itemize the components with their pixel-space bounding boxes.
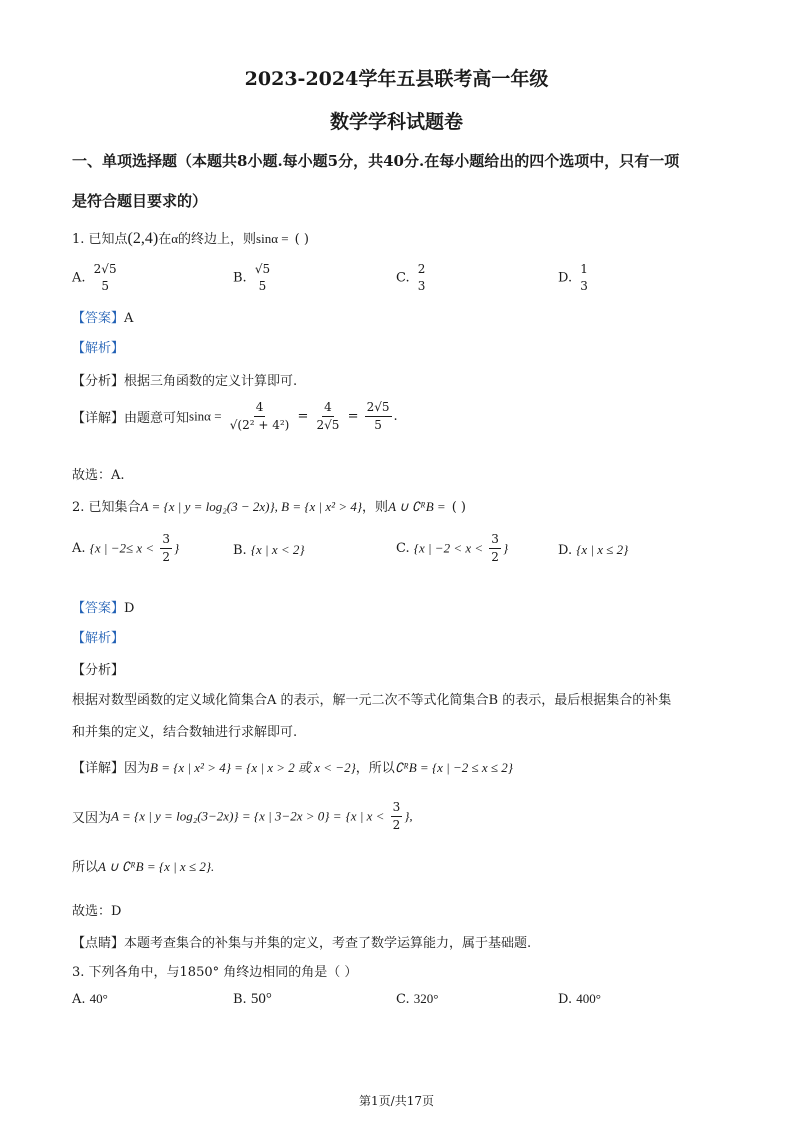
option-label: D.	[558, 992, 573, 1007]
q2-detail	[72, 757, 513, 776]
q2-stem-text-b: ，则	[362, 500, 389, 515]
q2-blank: ( )	[451, 500, 466, 515]
section-heading-line2: 是符合题目要求的）	[72, 192, 208, 210]
q1-a-denominator: 5	[101, 279, 109, 293]
again-left: {x | x <	[345, 808, 385, 824]
question-1-stem	[72, 228, 309, 248]
q2-again	[72, 800, 413, 833]
answer-tag: 【答案】	[72, 601, 125, 616]
q2-c-right: }	[502, 540, 509, 556]
q2-stem-text: 2. 已知集合	[72, 500, 141, 515]
q3-b-value: 50°	[250, 991, 272, 1007]
so-text: 所以	[72, 860, 99, 875]
q2-option-b	[233, 542, 305, 558]
q3-d-value: 400°	[576, 991, 601, 1006]
q1-option-a	[72, 262, 121, 294]
option-label: A.	[72, 992, 86, 1007]
q2-option-a	[72, 532, 179, 565]
q1-b-denominator: 5	[258, 279, 267, 293]
detail-frac1-num: 4	[254, 400, 266, 417]
q1-a-numerator: 2√5	[93, 262, 117, 276]
q3-c-value: 320°	[413, 991, 439, 1006]
q3-option-c	[396, 991, 438, 1007]
q2-so	[72, 856, 214, 875]
question-2-stem	[72, 496, 466, 515]
equals-sign: =	[297, 409, 309, 424]
q3-a-value: 40°	[89, 991, 108, 1006]
q2-b-value: {x | x < 2}	[250, 542, 305, 557]
question-3-stem: 3. 下列各角中，与1850° 角终边相同的角是（ ）	[72, 965, 358, 980]
q1-stem-text-b: 在	[158, 232, 172, 247]
detail-text-c: ，所以	[355, 761, 395, 776]
answer-value: A	[124, 311, 134, 326]
page-title: 2023-2024学年五县联考高一年级	[244, 68, 549, 90]
option-label: A.	[72, 541, 86, 556]
q1-answer	[72, 307, 133, 326]
q1-fenxi: 【分析】根据三角函数的定义计算即可.	[72, 374, 298, 389]
option-label: C.	[396, 992, 410, 1007]
q3-option-a	[72, 991, 108, 1007]
q1-d-numerator: 1	[580, 262, 588, 276]
q2-a-left: {x | −2	[89, 540, 126, 556]
so-expr: A ∪ ∁ᴿB = {x | x ≤ 2}.	[98, 859, 215, 874]
detail-text: 【详解】由题意可知	[72, 411, 190, 426]
detail-expr: sinα =	[189, 408, 222, 424]
page-number: 第1页/共17页	[359, 1094, 434, 1108]
again-text: 又因为	[72, 811, 112, 826]
option-label: D.	[558, 270, 573, 286]
detail-frac2-num: 4	[322, 400, 334, 417]
detail-frac3-num: 2√5	[365, 400, 392, 417]
option-label: D.	[558, 543, 573, 558]
detail-text: 【详解】因为	[72, 761, 151, 776]
again-right: },	[404, 808, 413, 824]
q2-c-num: 3	[489, 532, 501, 549]
q2-a-den: 2	[162, 550, 170, 564]
option-label: B.	[233, 270, 247, 286]
option-label: C.	[396, 541, 410, 556]
q2-c-left: {x | −2 < x <	[413, 540, 484, 556]
page-subtitle: 数学学科试题卷	[329, 111, 463, 133]
q1-d-denominator: 3	[580, 279, 588, 293]
q1-b-numerator: √5	[254, 262, 271, 276]
q2-a-num: 3	[160, 532, 172, 549]
q2-expr: A ∪ ∁ᴿB =	[388, 499, 446, 514]
q2-sets: A = {x | y = log₂(3 − 2x)}, B = {x | x² > 4}	[140, 499, 363, 514]
q1-c-denominator: 3	[417, 279, 426, 293]
equals-sign: =	[347, 409, 359, 424]
q3-option-b	[233, 991, 272, 1008]
detail-set-b: B = {x | x² > 4} = {x | x > 2 或 x < −2}	[150, 760, 356, 775]
q1-choose: 故选：A.	[72, 468, 125, 483]
q1-stem-text: 1. 已知点	[72, 232, 128, 247]
q2-a-right: }	[173, 540, 180, 556]
q2-fenxi-line1: 根据对数型函数的定义域化简集合A 的表示，解一元二次不等式化简集合B 的表示，最后根据集合的补集	[72, 693, 672, 708]
q2-answer	[72, 597, 134, 616]
q2-analysis-tag: 【解析】	[72, 631, 125, 646]
q2-c-den: 2	[491, 550, 499, 564]
q1-option-c	[396, 262, 429, 294]
q1-option-b	[233, 262, 274, 294]
period: .	[393, 409, 398, 424]
again-num: 3	[391, 800, 403, 817]
q2-option-d	[558, 542, 628, 558]
q1-c-numerator: 2	[417, 262, 426, 276]
q2-d-value: {x | x ≤ 2}	[576, 542, 629, 557]
answer-value: D	[124, 601, 135, 616]
answer-tag: 【答案】	[72, 311, 125, 326]
q1-detail	[72, 400, 398, 433]
q2-fenxi-tag: 【分析】	[72, 663, 125, 678]
q2-choose: 故选：D	[72, 904, 122, 919]
q2-option-c	[396, 532, 508, 565]
q3-option-d	[558, 991, 601, 1007]
q1-alpha: α	[171, 231, 179, 246]
q1-analysis-tag: 【解析】	[72, 341, 125, 356]
detail-complement: ∁ᴿB = {x | −2 ≤ x ≤ 2}	[394, 760, 514, 775]
q1-expr: sinα =	[256, 231, 289, 246]
again-set-a: A = {x | y = log₂(3−2x)} = {x | 3−2x > 0} =	[111, 808, 342, 824]
detail-frac3-den: 5	[374, 418, 382, 432]
detail-frac2-den: 2√5	[316, 418, 340, 432]
detail-frac1-den: √(2² + 4²)	[229, 418, 290, 432]
option-label: B.	[233, 992, 247, 1007]
option-label: A.	[72, 270, 86, 286]
q1-option-d	[558, 262, 592, 294]
q2-a-mid: ≤ x <	[126, 540, 155, 556]
option-label: C.	[396, 270, 410, 286]
q2-dianjing	[72, 932, 531, 951]
q1-point: (2,4)	[127, 230, 159, 247]
q2-fenxi-line2: 和并集的定义，结合数轴进行求解即可.	[72, 725, 298, 740]
dianjing-text: 【点睛】本题考查集合的补集与并集的定义，考查了数学运算能力，属于基础题.	[72, 936, 532, 951]
again-den: 2	[392, 818, 401, 832]
section-heading-line1: 一、单项选择题（本题共8小题.每小题5分，共40分.在每小题给出的四个选项中，只有一项	[72, 152, 680, 170]
option-label: B.	[233, 543, 247, 558]
q1-blank: ( )	[294, 232, 309, 247]
q1-stem-text-c: 的终边上，则	[178, 232, 257, 247]
